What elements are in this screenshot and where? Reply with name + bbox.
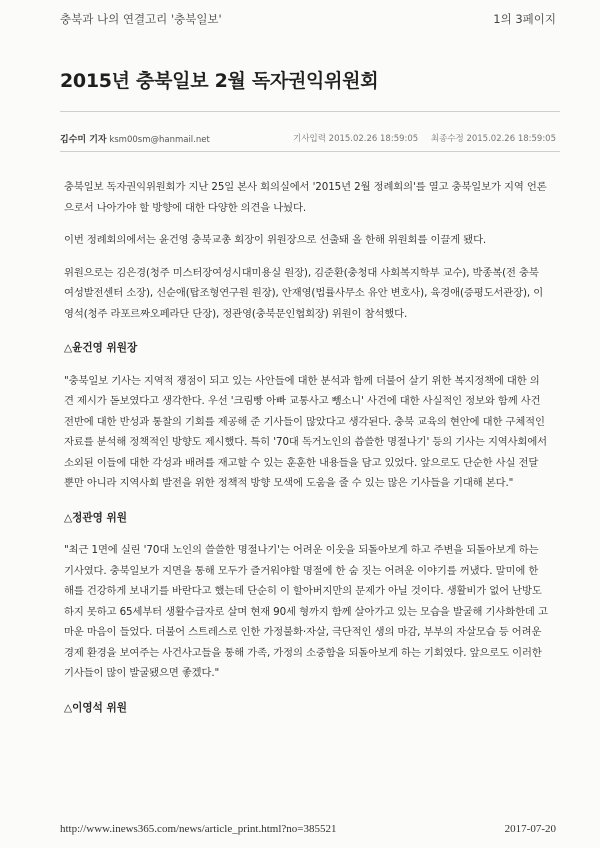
article-dates <box>283 132 556 144</box>
quote-paragraph: "충북일보 기사는 지역적 쟁점이 되고 있는 사안들에 대한 분석과 함께 더불어 살기 위한 복지정책에 대한 의견 제시가 돋보였다고 생각한다. 우선 '크림빵 아빠 교통사고 뺑소니' 사건에 대한 사실적인 정보와 함께 사건전반에 대한 반성과 통찰의 기회를 제공해 준 기사들이 많았다고 생각된다. 충북 교육의 현안에 대한 구체적인 자료를 분석해 정책적인 방향도 제시했다. 특히 '70대 독거노인의 씁쓸한 명절나기' 등의 기사는 지역사회에서 소외된 이들에 대한 각성과 배려를 재고할 수 있는 훈훈한 내용들을 담고 있었다. 앞으로도 단순한 사실 전달뿐만 아니라 지역사회 발전을 위한 정책적 방향 모색에 도움을 줄 수 있는 많은 기사들을 기대해 본다." <box>64 374 548 489</box>
byline <box>60 132 210 145</box>
article-title: 2015년 충북일보 2월 독자권익위원회 <box>60 70 379 92</box>
section-heading: △정관영 위원 <box>64 511 128 524</box>
author-email: ksm00sm@hanmail.net <box>109 135 210 145</box>
quote-paragraph: "최근 1면에 실린 '70대 노인의 쓸쓸한 명절나기'는 어려운 이웃을 되돌아보게 하고 주변을 되돌아보게 하는 기사였다. 충북일보가 지면을 통해 모두가 즐거워야할 명절에 한 숨 짓는 어려운 이야기를 꺼냈다. 말미에 한해를 건강하게 보내기를 바란다고 했는데 단순히 이 할아버지만의 문제가 아닐 것이다. 생활비가 없어 난방도 하지 못하고 65세부터 생활수급자로 살며 현재 90세 형까지 함께 살아가고 있는 모습을 발굴해 기사화한데 고마운 마음이 들었다. 더불어 스트레스로 인한 가정불화·자살, 극단적인 생의 마감, 부부의 자살모습 등 어려운 경제 환경을 보여주는 사건사고들을 통해 가족, 가정의 소중함을 되돌아보게 하는 기회였다. 앞으로도 이러한 기사들이 많이 발굴됐으면 좋겠다." <box>64 544 548 679</box>
paragraph: 이번 정례회의에서는 윤건영 충북교총 회장이 위원장으로 선출돼 올 한해 위원회를 이끌게 됐다. <box>64 234 487 246</box>
author-name: 김수미 기자 <box>60 135 107 145</box>
paragraph: 위원으로는 김은경(청주 미스터장여성시대미용실 원장), 김준환(충청대 사회복지학부 교수), 박종복(전 충북여성발전센터 소장), 신순애(탑조형연구원 원장), 안재영(법률사무소 유안 변호사), 육경애(증평도서관장), 이영석(청주 라포르짜오페라단 단장), 정관영(충북문인협회장) 위원이 참석했다. <box>64 266 544 320</box>
section-heading: △이영석 위원 <box>64 701 128 714</box>
modified-date: 최종수정 2015.02.26 18:59:05 <box>430 134 556 144</box>
title-divider <box>60 111 560 112</box>
section-heading: △윤건영 위원장 <box>64 342 138 354</box>
published-date: 기사입력 2015.02.26 18:59:05 <box>293 134 419 144</box>
page-number: 1의 3페이지 <box>493 12 556 26</box>
article-body <box>64 177 548 730</box>
page-header-title: 충북과 나의 연결고리 '충북일보' <box>60 12 222 26</box>
paragraph: 충북일보 독자권익위원회가 지난 25일 본사 회의실에서 '2015년 2월 정례회의'를 열고 충북일보가 지역 언론으로서 나아가야 할 방향에 대한 다양한 의견을 나눴다. <box>64 181 547 214</box>
print-date: 2017-07-20 <box>504 823 556 835</box>
print-url: http://www.inews365.com/news/article_print.html?no=385521 <box>60 823 337 835</box>
meta-divider <box>60 151 560 152</box>
